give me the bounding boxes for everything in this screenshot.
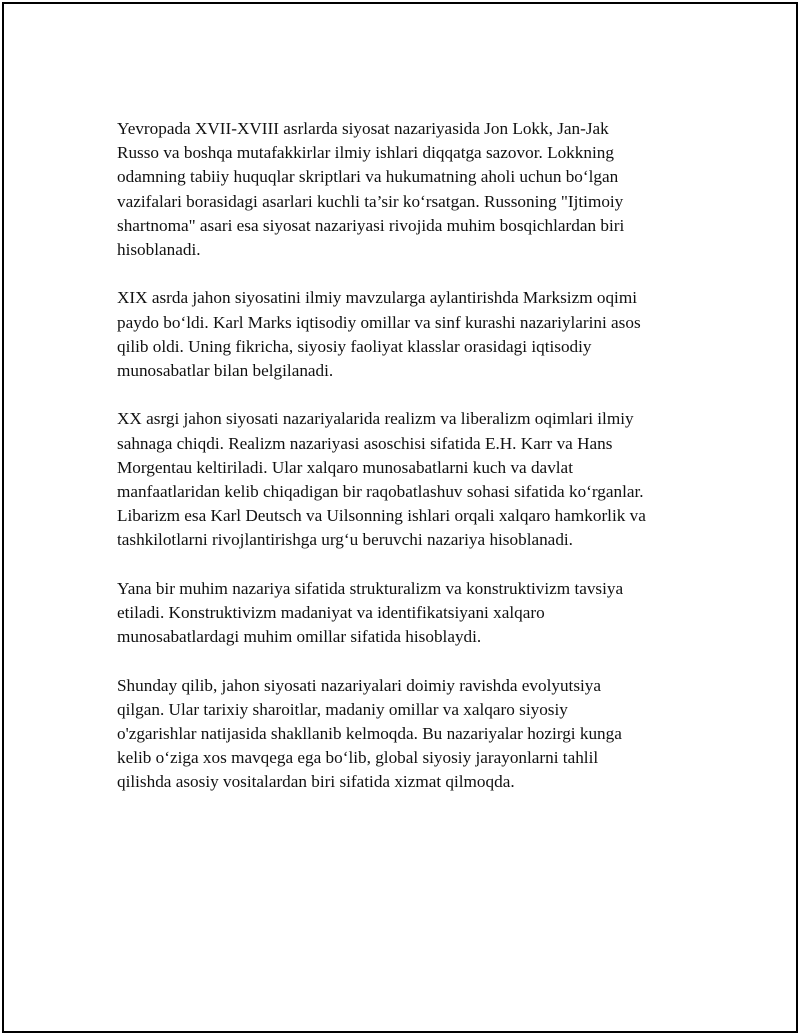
- paragraph-5: [117, 674, 697, 795]
- paragraph-line: hisoblanadi.: [117, 240, 201, 260]
- paragraph-line: Libarizm esa Karl Deutsch va Uilsonning ishlari orqali xalqaro hamkorlik va: [117, 506, 646, 526]
- paragraph-line: manfaatlaridan kelib chiqadigan bir raqobatlashuv sohasi sifatida ko‘rganlar.: [117, 482, 644, 502]
- paragraph-2: [117, 286, 697, 383]
- paragraph-line: shartnoma" asari esa siyosat nazariyasi rivojida muhim bosqichlardan biri: [117, 215, 625, 235]
- paragraph-line: XIX asrda jahon siyosatini ilmiy mavzularga aylantirishda Marksizm oqimi: [117, 288, 637, 308]
- paragraph-3: [117, 407, 697, 552]
- paragraph-line: XX asrgi jahon siyosati nazariyalarida realizm va liberalizm oqimlari ilmiy: [117, 409, 634, 429]
- paragraph-line: Morgentau keltiriladi. Ular xalqaro munosabatlarni kuch va davlat: [117, 457, 573, 477]
- paragraph-line: etiladi. Konstruktivizm madaniyat va identifikatsiyani xalqaro: [117, 603, 545, 623]
- document-body: [117, 117, 697, 795]
- paragraph-4: [117, 577, 697, 650]
- paragraph-1: [117, 117, 697, 262]
- paragraph-line: qilib oldi. Uning fikricha, siyosiy faoliyat klasslar orasidagi iqtisodiy: [117, 336, 592, 356]
- paragraph-line: sahnaga chiqdi. Realizm nazariyasi asoschisi sifatida E.H. Karr va Hans: [117, 433, 613, 453]
- paragraph-line: qilgan. Ular tarixiy sharoitlar, madaniy omillar va xalqaro siyosiy: [117, 699, 568, 719]
- paragraph-line: munosabatlar bilan belgilanadi.: [117, 361, 334, 381]
- paragraph-line: kelib o‘ziga xos mavqega ega bo‘lib, global siyosiy jarayonlarni tahlil: [117, 748, 599, 768]
- paragraph-line: qilishda asosiy vositalardan biri sifatida xizmat qilmoqda.: [117, 772, 515, 792]
- paragraph-line: o'zgarishlar natijasida shakllanib kelmoqda. Bu nazariyalar hozirgi kunga: [117, 724, 622, 744]
- paragraph-line: Yevropada XVII-XVIII asrlarda siyosat nazariyasida Jon Lokk, Jan-Jak: [117, 119, 609, 138]
- paragraph-line: odamning tabiiy huquqlar skriptlari va hukumatning aholi uchun bo‘lgan: [117, 167, 619, 187]
- paragraph-line: vazifalari borasidagi asarlari kuchli ta’sir ko‘rsatgan. Russoning "Ijtimoiy: [117, 191, 624, 211]
- paragraph-line: munosabatlardagi muhim omillar sifatida hisoblaydi.: [117, 627, 482, 647]
- paragraph-line: paydo bo‘ldi. Karl Marks iqtisodiy omillar va sinf kurashi nazariylarini asos: [117, 312, 641, 332]
- paragraph-line: tashkilotlarni rivojlantirishga urg‘u beruvchi nazariya hisoblanadi.: [117, 530, 573, 550]
- paragraph-line: Yana bir muhim nazariya sifatida strukturalizm va konstruktivizm tavsiya: [117, 578, 624, 598]
- paragraph-line: Russo va boshqa mutafakkirlar ilmiy ishlari diqqatga sazovor. Lokkning: [117, 143, 614, 163]
- paragraph-line: Shunday qilib, jahon siyosati nazariyalari doimiy ravishda evolyutsiya: [117, 675, 602, 695]
